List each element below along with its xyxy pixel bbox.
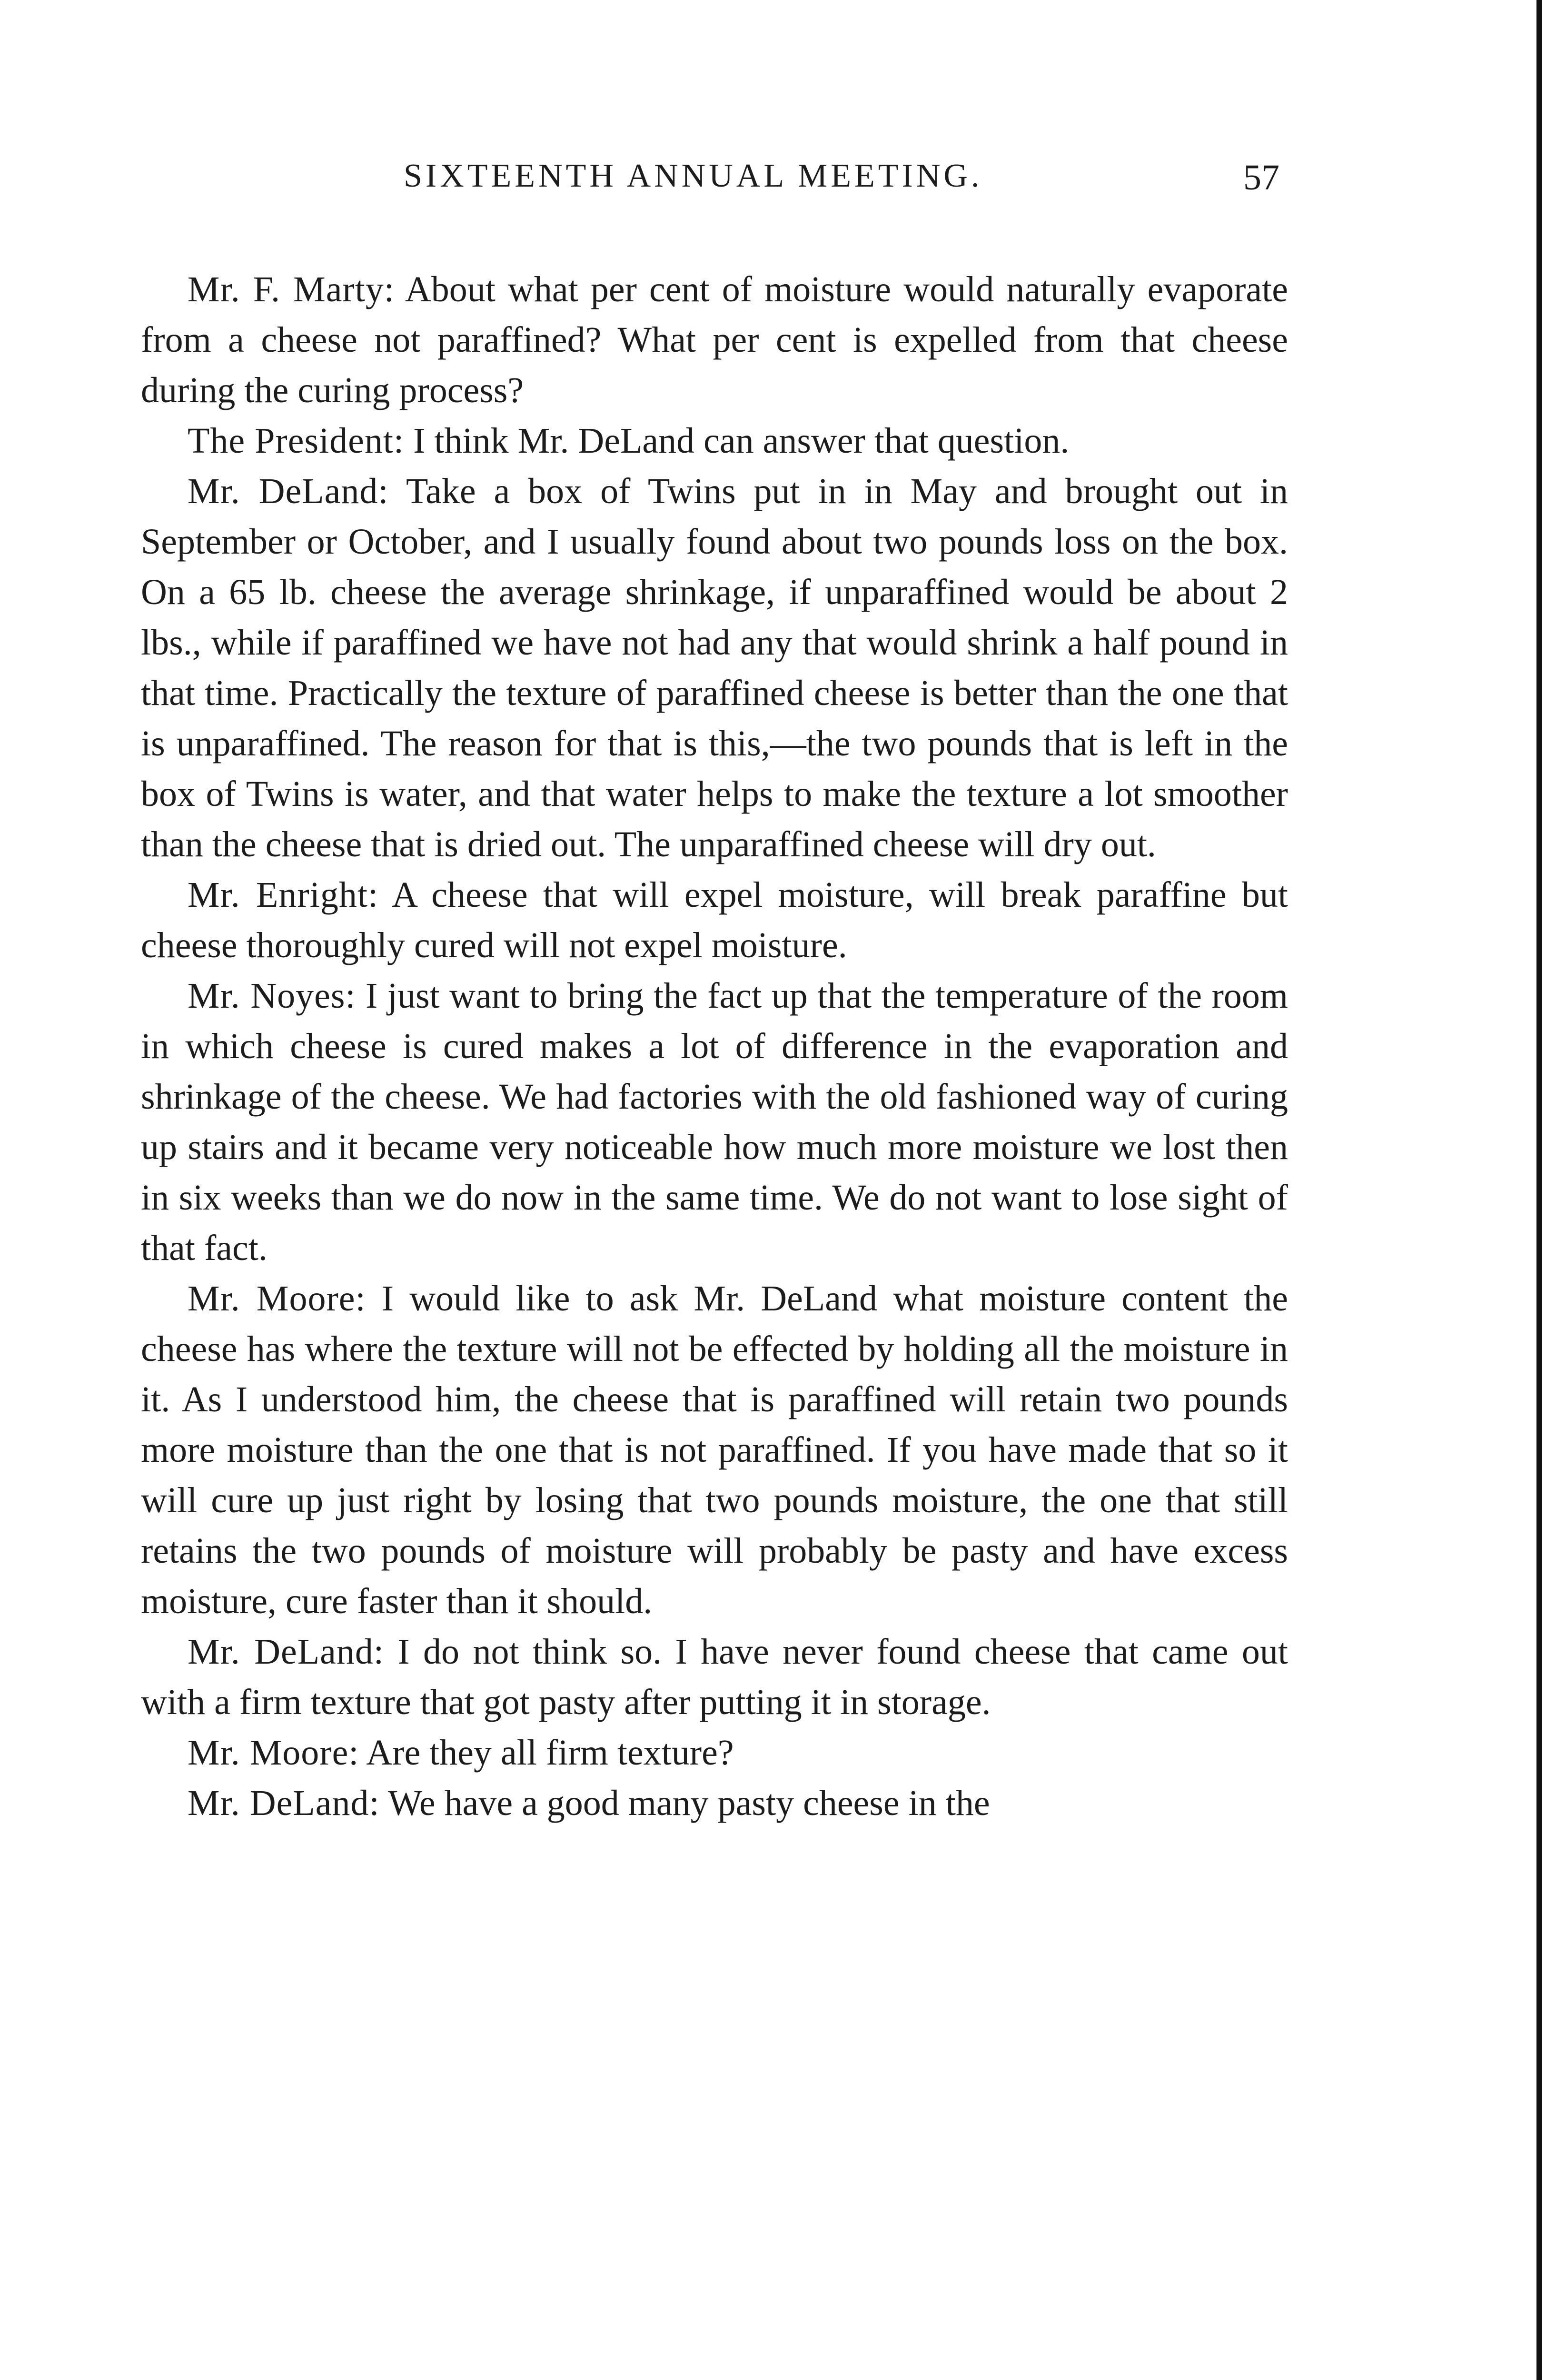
paragraph-enright: [141, 870, 1288, 971]
paragraph-deland-1: [141, 466, 1288, 870]
speaker-label: Mr. Enright:: [188, 875, 379, 915]
page-header: [0, 157, 1546, 214]
speaker-label: Mr. DeLand:: [188, 471, 389, 511]
paragraph-text: I think Mr. DeLand can answer that question.: [413, 421, 1070, 461]
running-head: SIXTEENTH ANNUAL MEETING.: [404, 158, 983, 194]
speaker-label: The President:: [188, 421, 405, 461]
paragraph-text: I do not think so. I have never found cheese that came out with a firm texture that got pasty after putting it in storage.: [141, 1632, 1288, 1722]
paragraph-text: A cheese that will expel moisture, will break paraffine but cheese thoroughly cured will not expel moisture.: [141, 875, 1288, 965]
paragraph-noyes: [141, 971, 1288, 1273]
paragraph-text: We have a good many pasty cheese in the: [388, 1783, 990, 1823]
speaker-label: Mr. Moore:: [188, 1279, 366, 1319]
speaker-label: Mr. Moore:: [188, 1733, 359, 1773]
page-number: 57: [1243, 158, 1279, 198]
paragraph-text: Take a box of Twins put in in May and brought out in September or October, and I usually found about two pounds loss on the box. On a 65 lb. cheese the average shrinkage, if unparaffined would be about 2 lbs., while if paraffined we have not had any that would shrink a half pound in that time. Practically the texture of paraffined cheese is better than the one that is unparaffined. The reason for that is this,—the two pounds that is left in the box of Twins is water, and that water helps to make the texture a lot smoother than the cheese that is dried out. The unparaffined cheese will dry out.: [141, 471, 1288, 864]
page-right-border: [1536, 0, 1542, 2380]
paragraph-text: About what per cent of moisture would naturally evaporate from a cheese not paraffined? What per cent is expelled from that cheese during the curing process?: [141, 269, 1288, 410]
speaker-label: Mr. Noyes:: [188, 976, 356, 1016]
speaker-label: Mr. DeLand:: [188, 1632, 384, 1672]
paragraph-moore-2: [141, 1727, 1288, 1778]
paragraph-deland-3: [141, 1778, 1288, 1828]
paragraph-text: I just want to bring the fact up that the temperature of the room in which cheese is cured makes a lot of difference in the evaporation and shrinkage of the cheese. We had factories with the old fashioned way of curing up stairs and it became very noticeable how much more moisture we lost then in six weeks than we do now in the same time. We do not want to lose sight of that fact.: [141, 976, 1288, 1268]
speaker-label: Mr. F. Marty:: [188, 269, 395, 309]
paragraph-president: [141, 416, 1288, 466]
paragraph-deland-2: [141, 1626, 1288, 1727]
paragraph-marty: [141, 264, 1288, 416]
paragraph-moore-1: [141, 1273, 1288, 1626]
speaker-label: Mr. DeLand:: [188, 1783, 380, 1823]
body-text: [141, 264, 1288, 1828]
paragraph-text: I would like to ask Mr. DeLand what moisture content the cheese has where the texture will not be effected by holding all the moisture in it. As I understood him, the cheese that is paraffined will retain two pounds more moisture than the one that is not paraffined. If you have made that so it will cure up just right by losing that two pounds moisture, the one that still retains the two pounds of moisture will probably be pasty and have excess moisture, cure faster than it should.: [141, 1279, 1288, 1621]
paragraph-text: Are they all firm texture?: [366, 1733, 734, 1773]
